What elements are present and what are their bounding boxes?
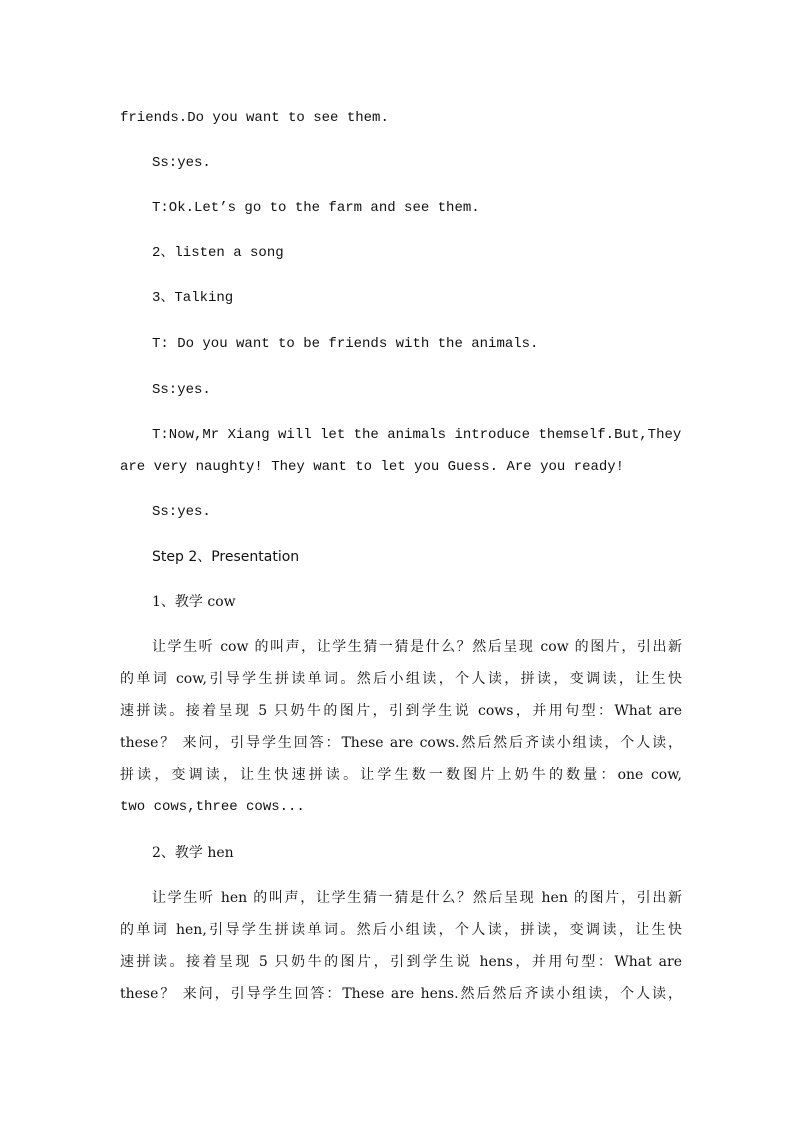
- text-line-20: 让学生听 hen 的叫声，让学生猜一猜是什么？然后呈现 hen 的图片，引出新: [152, 890, 682, 906]
- text-line-21: 的单词 hen,引导学生拼读单词。然后小组读，个人读，拼读，变调读，让生快: [120, 922, 682, 938]
- text-line-5: 3、Talking: [152, 290, 234, 306]
- text-line-13: 让学生听 cow 的叫声，让学生猜一猜是什么？然后呈现 cow 的图片，引出新: [152, 639, 682, 655]
- text-line-10: Ss:yes.: [152, 504, 211, 520]
- text-line-18: two cows,three cows...: [120, 799, 305, 815]
- text-line-17: 拼读，变调读，让生快速拼读。让学生数一数图片上奶牛的数量：one cow,: [120, 767, 682, 783]
- subheading-cow: 1、教学 cow: [152, 594, 236, 610]
- text-line-16: these？ 来问，引导学生回答：These are cows.然后然后齐读小组读，个人读，: [120, 735, 682, 751]
- text-line-7: Ss:yes.: [152, 382, 211, 398]
- text-line-6: T: Do you want to be friends with the animals.: [152, 336, 539, 352]
- text-line-9: are very naughty! They want to let you Guess. Are you ready!: [120, 459, 625, 475]
- text-line-3: T:Ok.Let’s go to the farm and see them.: [152, 200, 480, 216]
- text-line-4: 2、listen a song: [152, 245, 284, 261]
- subheading-hen: 2、教学 hen: [152, 845, 234, 861]
- text-line-15: 速拼读。接着呈现 5 只奶牛的图片，引到学生说 cows，并用句型：What are: [120, 703, 682, 719]
- text-line-2: Ss:yes.: [152, 155, 211, 171]
- text-line-23: these？ 来问，引导学生回答：These are hens.然后然后齐读小组读，个人读，: [120, 986, 682, 1002]
- text-line-1: friends.Do you want to see them.: [120, 110, 389, 126]
- section-heading-presentation: Step 2、Presentation: [152, 549, 300, 565]
- text-line-22: 速拼读。接着呈现 5 只奶牛的图片，引到学生说 hens，并用句型：What are: [120, 954, 682, 970]
- text-line-8: T:Now,Mr Xiang will let the animals introduce themself.But,They: [152, 427, 682, 443]
- text-line-14: 的单词 cow,引导学生拼读单词。然后小组读，个人读，拼读，变调读，让生快: [120, 671, 682, 687]
